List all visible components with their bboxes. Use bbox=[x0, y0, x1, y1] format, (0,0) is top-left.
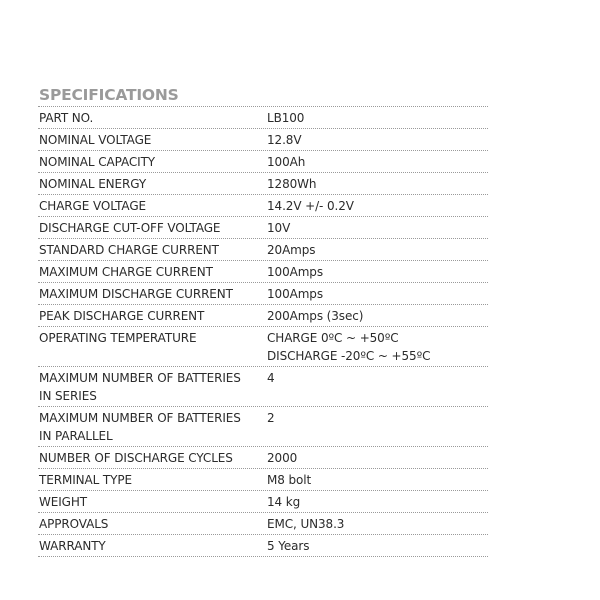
spec-label: NOMINAL ENERGY bbox=[39, 177, 147, 191]
spec-label-line: MAXIMUM NUMBER OF BATTERIES bbox=[39, 411, 241, 425]
spec-value: 2000 bbox=[267, 451, 298, 465]
spec-value: 10V bbox=[267, 221, 291, 235]
spec-row-maximum-charge-current bbox=[38, 261, 488, 283]
spec-value: 100Amps bbox=[267, 287, 323, 301]
spec-label: PEAK DISCHARGE CURRENT bbox=[39, 309, 205, 323]
spec-label: NUMBER OF DISCHARGE CYCLES bbox=[39, 451, 233, 465]
spec-label: STANDARD CHARGE CURRENT bbox=[39, 243, 219, 257]
spec-value: 4 bbox=[267, 371, 275, 385]
spec-label: WARRANTY bbox=[39, 539, 106, 553]
spec-value: 100Ah bbox=[267, 155, 306, 169]
spec-label bbox=[38, 409, 267, 445]
spec-label: WEIGHT bbox=[39, 495, 88, 509]
spec-label: APPROVALS bbox=[39, 517, 109, 531]
spec-row-discharge-cycles bbox=[38, 447, 488, 469]
spec-value: 100Amps bbox=[267, 265, 323, 279]
spec-label: MAXIMUM CHARGE CURRENT bbox=[39, 265, 213, 279]
specifications-table bbox=[38, 84, 488, 557]
spec-row-discharge-cutoff-voltage bbox=[38, 217, 488, 239]
spec-value: EMC, UN38.3 bbox=[267, 517, 345, 531]
spec-label: CHARGE VOLTAGE bbox=[39, 199, 146, 213]
spec-value: 20Amps bbox=[267, 243, 316, 257]
spec-row-nominal-voltage bbox=[38, 129, 488, 151]
spec-label: DISCHARGE CUT-OFF VOLTAGE bbox=[39, 221, 221, 235]
spec-value: LB100 bbox=[267, 111, 305, 125]
spec-row-warranty bbox=[38, 535, 488, 557]
spec-label bbox=[38, 369, 267, 405]
spec-row-peak-discharge-current bbox=[38, 305, 488, 327]
spec-value: 14.2V +/- 0.2V bbox=[267, 199, 354, 213]
spec-value-line: DISCHARGE -20ºC ~ +55ºC bbox=[267, 349, 431, 363]
spec-value bbox=[267, 329, 488, 365]
spec-row-charge-voltage bbox=[38, 195, 488, 217]
spec-row-nominal-energy bbox=[38, 173, 488, 195]
specifications-title: SPECIFICATIONS bbox=[38, 84, 488, 107]
spec-value: 5 Years bbox=[267, 539, 310, 553]
spec-label: NOMINAL CAPACITY bbox=[39, 155, 156, 169]
spec-row-operating-temperature bbox=[38, 327, 488, 367]
spec-value: 14 kg bbox=[267, 495, 301, 509]
spec-row-maximum-discharge-current bbox=[38, 283, 488, 305]
spec-row-weight bbox=[38, 491, 488, 513]
spec-label: PART NO. bbox=[39, 111, 94, 125]
spec-value: 2 bbox=[267, 411, 275, 425]
spec-row-terminal-type bbox=[38, 469, 488, 491]
spec-row-max-batteries-series bbox=[38, 367, 488, 407]
spec-value-line: CHARGE 0ºC ~ +50ºC bbox=[267, 331, 399, 345]
spec-label-line: MAXIMUM NUMBER OF BATTERIES bbox=[39, 371, 241, 385]
spec-label: OPERATING TEMPERATURE bbox=[39, 331, 197, 345]
spec-label: TERMINAL TYPE bbox=[39, 473, 133, 487]
spec-label: MAXIMUM DISCHARGE CURRENT bbox=[39, 287, 233, 301]
spec-label-line: IN PARALLEL bbox=[39, 429, 113, 443]
spec-row-standard-charge-current bbox=[38, 239, 488, 261]
spec-label: NOMINAL VOLTAGE bbox=[39, 133, 152, 147]
spec-row-nominal-capacity bbox=[38, 151, 488, 173]
spec-label-line: IN SERIES bbox=[39, 389, 97, 403]
spec-value: 200Amps (3sec) bbox=[267, 309, 364, 323]
spec-value: 1280Wh bbox=[267, 177, 317, 191]
spec-row-max-batteries-parallel bbox=[38, 407, 488, 447]
spec-row-approvals bbox=[38, 513, 488, 535]
spec-row-part-no bbox=[38, 107, 488, 129]
spec-value: M8 bolt bbox=[267, 473, 312, 487]
spec-value: 12.8V bbox=[267, 133, 302, 147]
